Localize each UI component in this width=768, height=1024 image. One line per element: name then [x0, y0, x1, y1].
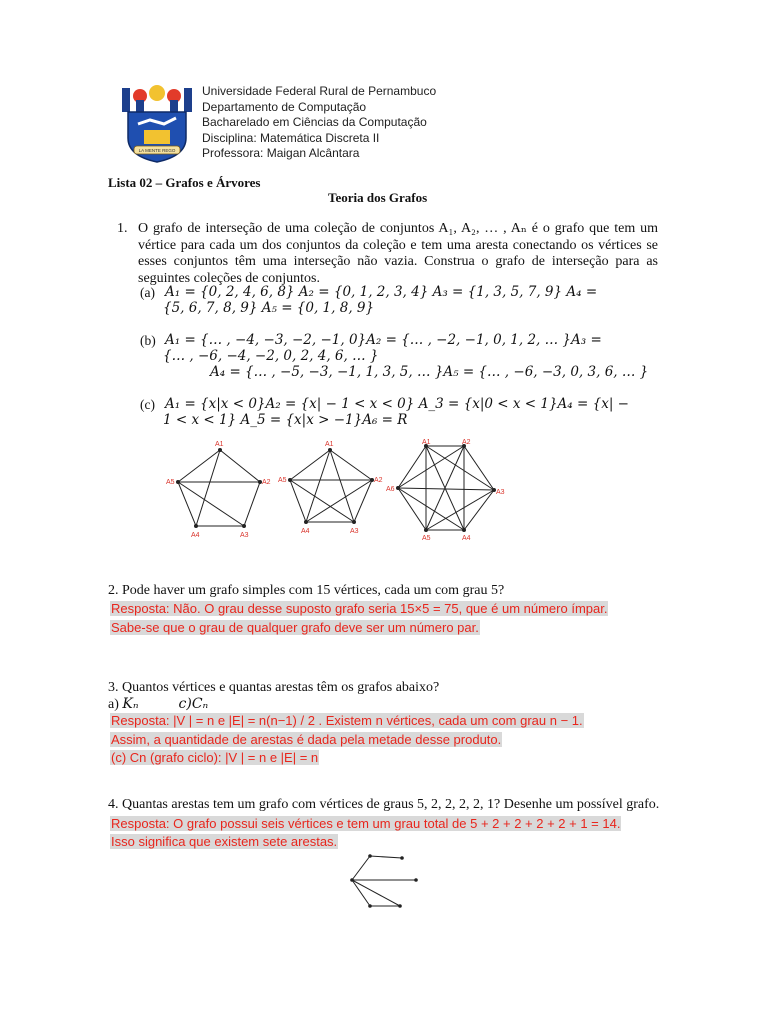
section-title: Teoria dos Grafos: [328, 190, 428, 205]
answer-4-line2: [110, 832, 338, 851]
svg-text:LA MENTE REGO: LA MENTE REGO: [138, 148, 176, 153]
vertex-label: A2: [374, 477, 383, 484]
answer-3-line1: [110, 711, 584, 730]
graph-c-labels: [386, 439, 505, 542]
question-4-text: 4. Quantas arestas tem um grafo com vértices de graus 5, 2, 2, 2, 2, 1? Desenhe um possível grafo.: [108, 797, 660, 812]
q1-b-sets-line2: {… , −6, −4, −2, 0, 2, 4, 6, … }: [163, 348, 379, 364]
institution-line: Disciplina: Matemática Discreta II: [202, 130, 380, 145]
graph-a-vertices: [176, 448, 262, 528]
q1-c-sets-line1: A₁ = {x|x < 0}A₂ = {x| − 1 < x < 0} A_3 = {x|0 < x < 1}A₄ = {x| −: [165, 396, 629, 412]
vertex-label: A1: [215, 441, 224, 448]
q1-c-label: (c): [140, 397, 155, 412]
vertex-label: A2: [462, 439, 471, 446]
vertex-label: A2: [262, 479, 271, 486]
item-a-prefix: a): [108, 697, 123, 712]
vertex-label: A5: [278, 477, 287, 484]
answer-2-line2: [110, 618, 480, 637]
cycle-graph-symbol: c)Cₙ: [178, 696, 209, 712]
institution-header: [202, 84, 436, 162]
vertex-label: A3: [240, 532, 249, 539]
highlighted-answer-text: Assim, a quantidade de arestas é dada pela metade desse produto.: [111, 732, 502, 747]
q1-a-sets-line2: {5, 6, 7, 8, 9} A₅ = {0, 1, 8, 9}: [163, 300, 375, 316]
answer-2-line1: [110, 599, 608, 618]
answer-4-line1: [110, 814, 621, 833]
vertex-label: A6: [386, 486, 395, 493]
list-title: Lista 02 – Grafos e Árvores: [108, 175, 261, 190]
institution-line: Professora: Maigan Alcântara: [202, 146, 360, 160]
vertex-label: A3: [496, 489, 505, 496]
q1-a-sets-line1: A₁ = {0, 2, 4, 6, 8} A₂ = {0, 1, 2, 3, 4} A₃ = {1, 3, 5, 7, 9} A₄ =: [165, 284, 598, 300]
highlighted-answer-text: Resposta: O grafo possui seis vértices e tem um grau total de 5 + 2 + 2 + 2 + 2 + 1 = 14.: [111, 816, 621, 831]
vertex-label: A5: [166, 479, 175, 486]
answer-3-line2: [110, 730, 502, 749]
graph-a-edges: [178, 450, 260, 526]
highlighted-answer-text: Isso significa que existem sete arestas.: [111, 834, 338, 849]
institution-line: Bacharelado em Ciências da Computação: [202, 115, 427, 129]
graph-c-edges: [398, 446, 494, 530]
vertex-label: A4: [462, 535, 471, 542]
q1-b-sets-line3: A₄ = {… , −5, −3, −1, 1, 3, 5, … }A₅ = {… , −6, −3, 0, 3, 6, … }: [210, 364, 649, 380]
vertex-label: A1: [422, 439, 431, 446]
institution-line: Departamento de Computação: [202, 99, 367, 114]
highlighted-answer-text: Resposta: Não. O grau desse suposto grafo seria 15×5 = 75, que é um número ímpar.: [111, 601, 608, 616]
question-1-number: 1.: [117, 221, 128, 236]
q1-b-sets-line1: A₁ = {… , −4, −3, −2, −1, 0}A₂ = {… , −2, −1, 0, 1, 2, … }A₃ =: [165, 332, 602, 348]
q1-c-sets-line2: 1 < x < 1} A_5 = {x|x > −1}A₆ = R: [163, 412, 408, 428]
vertex-label: A3: [350, 528, 359, 535]
university-crest-logo: [120, 84, 194, 166]
q1-a-label: (a): [140, 285, 155, 300]
graph-b-labels: [278, 441, 383, 535]
complete-graph-symbol: Kₙ: [122, 696, 139, 712]
question-3-text: 3. Quantos vértices e quantas arestas têm os grafos abaixo?: [108, 680, 440, 695]
question-2-text: 2. Pode haver um grafo simples com 15 vértices, cada um com grau 5?: [108, 583, 505, 598]
example-graph-drawing: [346, 852, 418, 912]
vertex-label: A4: [301, 528, 310, 535]
q1-b-label: (b): [140, 333, 156, 348]
intersection-graphs-figure: [160, 438, 510, 542]
highlighted-answer-text: Sabe-se que o grau de qualquer grafo deve ser um número par.: [111, 620, 479, 635]
institution-line: Universidade Federal Rural de Pernambuco: [202, 84, 437, 98]
graph-b-edges: [290, 450, 372, 522]
answer-3-line3: [110, 748, 319, 767]
vertex-label: A4: [191, 532, 200, 539]
graph-b-vertices: [288, 448, 374, 524]
question-1-text: O grafo de interseção de uma coleção de conjuntos A₁, A₂, … , Aₙ é o grafo que tem um vértice para cada um dos conjuntos da coleção e tem uma aresta conectando os vértices se esses conjuntos têm uma interseção não vazia. Construa o grafo de interseção para as seguintes coleções de conjuntos.: [138, 221, 658, 286]
highlighted-answer-text: (c) Cn (grafo ciclo): |V | = n e |E| = n: [111, 750, 319, 765]
vertex-label: A5: [422, 535, 431, 542]
highlighted-answer-text: Resposta: |V | = n e |E| = n(n−1) / 2 . Existem n vértices, cada um com grau n − 1.: [111, 713, 583, 728]
vertex-label: A1: [325, 441, 334, 448]
